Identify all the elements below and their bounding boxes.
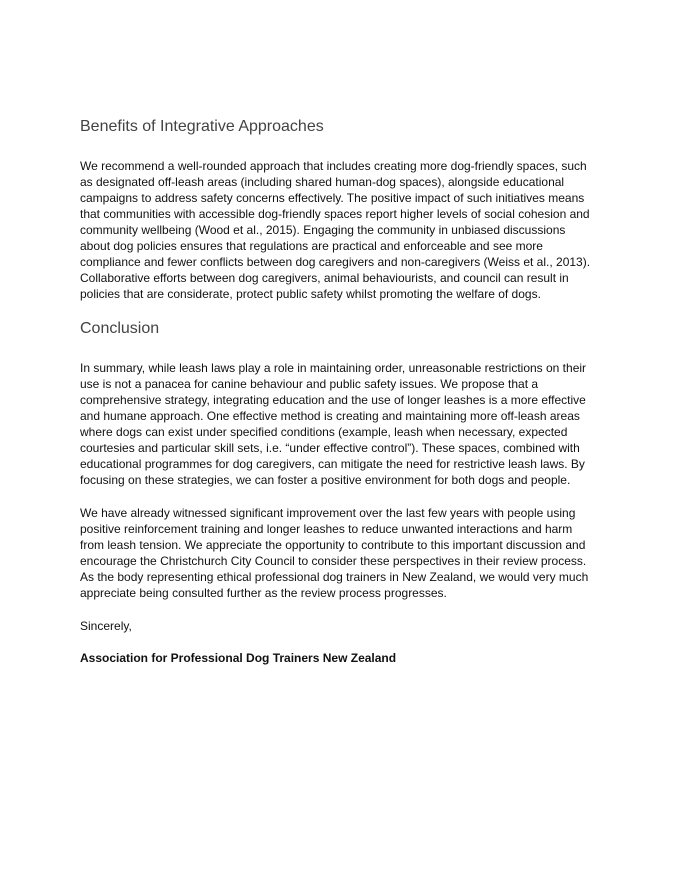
text-line: appreciate being consulted further as the review process progresses.	[80, 586, 447, 600]
text-line: about dog policies ensures that regulations are practical and enforceable and see more	[80, 239, 543, 253]
text-line: from leash tension. We appreciate the opportunity to contribute to this important discussion and	[80, 538, 586, 552]
text-line: as designated off-leash areas (including shared human-dog spaces), alongside educational	[80, 175, 565, 189]
text-line: educational programmes for dog caregivers, can mitigate the need for restrictive leash laws. By	[80, 457, 585, 471]
text-line: Collaborative efforts between dog caregivers, animal behaviourists, and council can result in	[80, 271, 569, 285]
heading-conclusion: Conclusion	[80, 320, 160, 337]
text-line: policies that are considerate, protect public safety whilst promoting the welfare of dogs.	[80, 287, 541, 301]
paragraph-benefits	[80, 158, 600, 302]
text-line: compliance and fewer conflicts between dog caregivers and non-caregivers (Weiss et al., 2013).	[80, 255, 591, 269]
text-line: that communities with accessible dog-friendly spaces report higher levels of social cohesion and	[80, 207, 590, 221]
closing-salutation: Sincerely,	[80, 619, 132, 633]
text-line: comprehensive strategy, integrating education and the use of longer leashes is a more effective	[80, 393, 586, 407]
text-line: focusing on these strategies, we can foster a positive environment for both dogs and people.	[80, 473, 571, 487]
text-line: courtesies and particular skill sets, i.e. “under effective control”). These spaces, combined with	[80, 441, 580, 455]
text-line: where dogs can exist under specified conditions (example, leash when necessary, expected	[80, 425, 568, 439]
text-line: encourage the Christchurch City Council to consider these perspectives in their review process.	[80, 554, 587, 568]
text-line: We have already witnessed significant improvement over the last few years with people using	[80, 506, 576, 520]
text-line: As the body representing ethical professional dog trainers in New Zealand, we would very much	[80, 570, 589, 584]
text-line: use is not a panacea for canine behaviour and public safety issues. We propose that a	[80, 377, 539, 391]
paragraph-conclusion-summary	[80, 360, 600, 488]
text-line: In summary, while leash laws play a role in maintaining order, unreasonable restrictions on their	[80, 361, 587, 375]
text-line: community wellbeing (Wood et al., 2015). Engaging the community in unbiased discussions	[80, 223, 566, 237]
text-line: and humane approach. One effective method is creating and maintaining more off-leash areas	[80, 409, 580, 423]
organization-signature: Association for Professional Dog Trainers New Zealand	[80, 651, 397, 665]
paragraph-conclusion-improvement	[80, 505, 600, 601]
text-line: positive reinforcement training and longer leashes to reduce unwanted interactions and harm	[80, 522, 573, 536]
text-line: campaigns to address safety concerns effectively. The positive impact of such initiatives means	[80, 191, 585, 205]
text-line: We recommend a well-rounded approach that includes creating more dog-friendly spaces, such	[80, 159, 587, 173]
heading-benefits: Benefits of Integrative Approaches	[80, 118, 324, 135]
